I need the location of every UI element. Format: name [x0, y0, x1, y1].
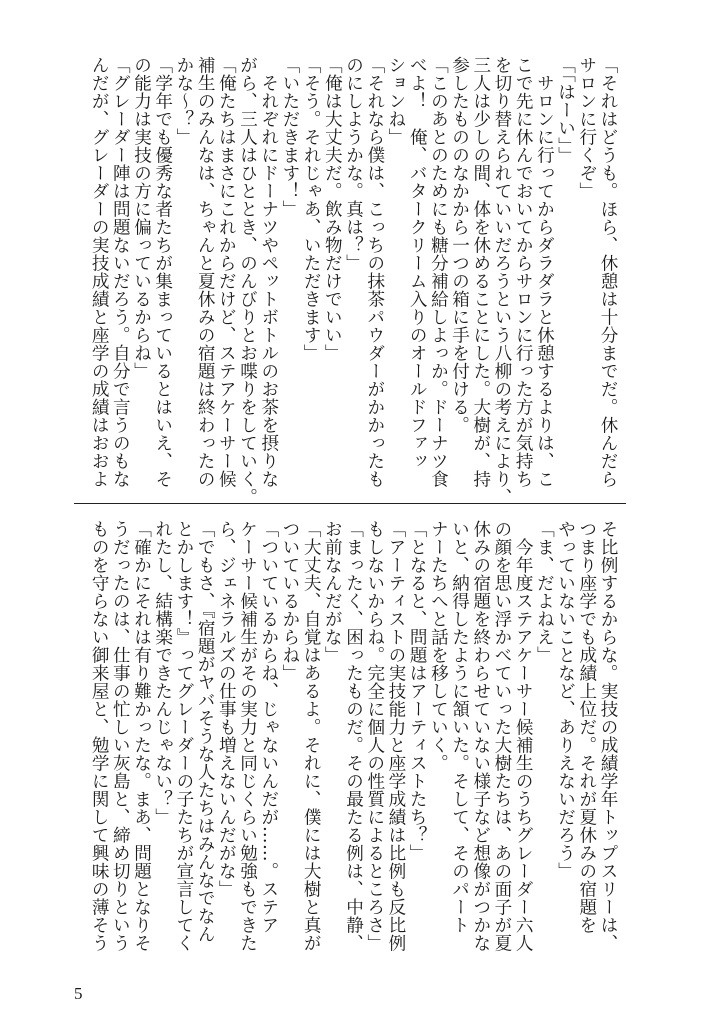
text-line: サロンに行ってからダラダラと休憩するよりは、こ: [534, 56, 555, 488]
text-line: うだったのは、仕事の忙しい灰島と、締め切りという: [110, 520, 131, 952]
text-line: こで先に休んでおいてからサロンに行った方が気持ち: [513, 56, 534, 488]
text-line: 「俺たちはまさにこれからだけど、ステアケーサー候: [216, 56, 237, 488]
text-line: つまり座学でも成績上位だ。それが夏休みの宿題を: [576, 520, 597, 934]
text-line: かな〜？」: [173, 56, 194, 146]
text-line: 休みの宿題を終わらせていない様子など想像がつかな: [470, 520, 491, 952]
text-line: ションね」: [385, 56, 406, 146]
text-line: やっていないことなど、ありえないだろう」: [555, 520, 576, 880]
text-line: のにしようかな。真は？」: [343, 56, 364, 272]
text-line: べよ！ 俺、バタークリーム入りのオールドファッ: [407, 56, 428, 470]
lower-text-block: [88, 520, 618, 970]
text-line: 「そう。それじゃあ、いただきます」: [301, 56, 322, 362]
text-line: 「ま、だよねえ」: [534, 520, 555, 664]
text-line: 「となると、問題はアーティストたち？」: [407, 520, 428, 862]
text-line: いと、納得したように頷いた。そして、そのパート: [449, 520, 470, 934]
text-line: ら、ジェネラルズの仕事も増えないんだがな」: [216, 520, 237, 898]
upper-text-block: [88, 56, 618, 506]
text-line: 「俺は大丈夫だ。飲み物だけでいい」: [322, 56, 343, 362]
text-line: の能力は実技の方に偏っているからね」: [131, 56, 152, 380]
text-line: もしないからね。完全に個人の性質によるところさ」: [364, 520, 385, 952]
text-line: とかします！』ってグレーダーの子たちが宣言してく: [173, 520, 194, 952]
text-line: 「それはどうも。ほら、休憩は十分までだ。休んだら: [598, 56, 618, 488]
text-line: 「学年でも優秀な者たちが集まっているとはいえ、そ: [152, 56, 173, 488]
text-line: がら、三人はひととき、のんびりとお喋りをしていく。: [237, 56, 258, 506]
text-line: 「アーティストの実技能力と座学成績は比例も反比例: [385, 520, 406, 952]
text-line: お前なんだがな」: [322, 520, 343, 664]
page-number: 5: [74, 984, 83, 1003]
text-line: 「でもさ、『宿題がヤバそうな人たちはみんなでなん: [195, 520, 216, 944]
text-line: 参したもののなかから一つの箱に手を付ける。: [449, 56, 470, 434]
text-line: を切り替えられていいだろうという八柳の考えにより、: [491, 56, 512, 506]
text-line: 「グレーダー陣は問題ないだろう。自分で言うのもな: [110, 56, 131, 488]
text-line: 「それなら僕は、こっちの抹茶パウダーがかかったも: [364, 56, 385, 488]
text-line: 「いただきます！」: [279, 56, 300, 218]
text-line: んだが、グレーダーの実技成績と座学の成績はおおよ: [89, 56, 110, 488]
text-line: ついているからね」: [279, 520, 300, 682]
tier-divider: [74, 503, 626, 504]
text-line: 「「はーい」」: [555, 56, 576, 165]
text-line: れたし、結構楽できたんじゃない？」: [152, 520, 173, 826]
text-line: 「まったく、困ったものだ。その最たる例は、中静、: [343, 520, 364, 952]
text-line: 今年度ステアケーサー候補生のうちグレーダー六人: [513, 520, 534, 952]
text-line: の顔を思い浮かべていった大樹たちは、あの面子が夏: [491, 520, 512, 952]
text-line: ナーたちへと話を移していく。: [428, 520, 449, 772]
text-line: 三人は少しの間、体を休めることにした。大樹が、持: [470, 56, 491, 488]
text-line: 「ついているからね、じゃないんだが……。ステア: [258, 520, 279, 934]
text-line: サロンに行くぞ」: [576, 56, 597, 200]
text-line: 補生のみんなは、ちゃんと夏休みの宿題は終わったの: [195, 56, 216, 488]
text-line: 「このあとのためにも糖分補給しよっか。ドーナツ食: [428, 56, 449, 488]
text-line: ケーサー候補生がその実力と同じくらい勉強もできた: [237, 520, 258, 952]
text-line: それぞれにドーナツやペットボトルのお茶を摂りな: [258, 56, 279, 488]
text-line: 「確かにそれは有り難かったな。まあ、問題となりそ: [131, 520, 152, 952]
text-line: ものを守らない御来屋と、勉学に関して興味の薄そう: [89, 520, 110, 952]
text-line: 「大丈夫、自覚はあるよ。それに、僕には大樹と真が: [301, 520, 322, 952]
text-line: そ比例するからな。実技の成績学年トップスリーは、: [598, 520, 618, 952]
